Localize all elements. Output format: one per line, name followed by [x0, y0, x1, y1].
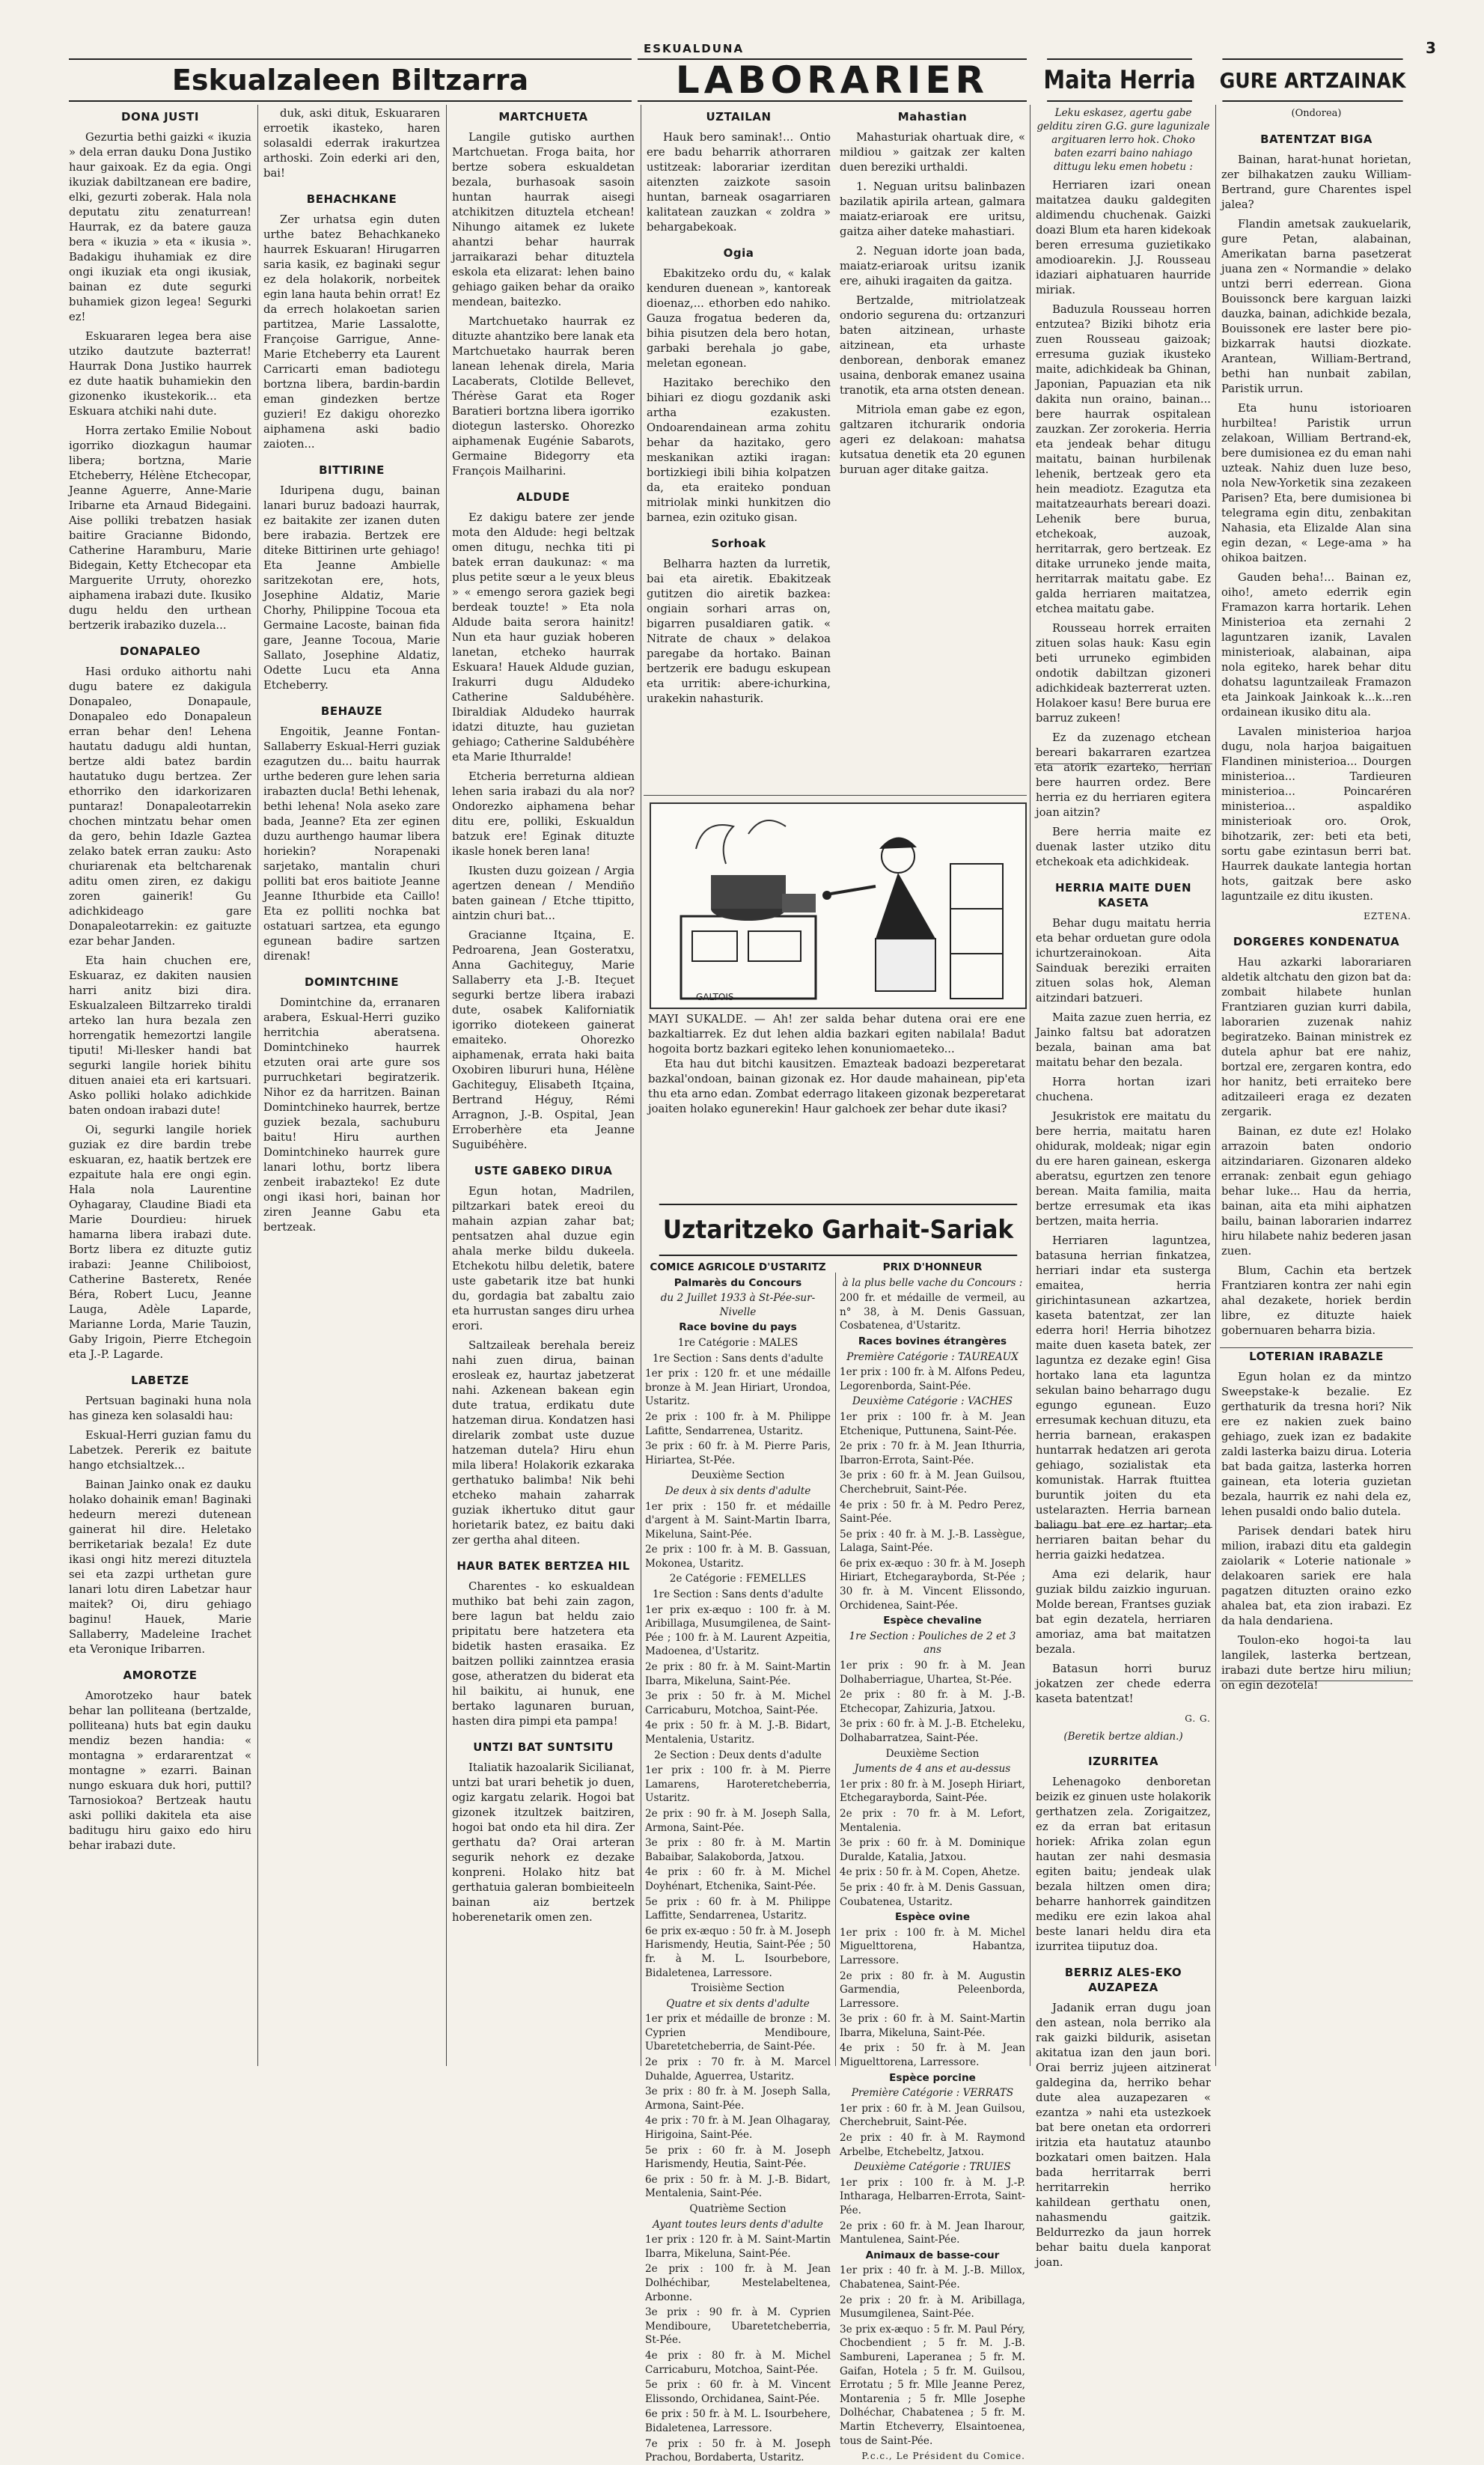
article-paragraph: Mitriola eman gabe ez egon, galtzaren itchurarik ondoria ageri ez delakoan: mahatsa kutsatua denetik eta 20 egunen buruan ager ditake gaitza. — [840, 403, 1025, 476]
palmares-entry: 1er prix : 120 fr. à M. Saint-Martin Ibarra, Mikeluna, Saint-Pée. — [645, 2234, 831, 2260]
palmares-subheading: Quatre et six dents d'adulte — [666, 1997, 810, 2010]
palmares-subheading: Ayant toutes leurs dents d'adulte — [653, 2218, 823, 2231]
article-paragraph: Egun hotan, Madrilen, piltzarkari batek ereoi du mahain azpian zahar bat; pentsatzen ahal duzue egin ahala merke bildu dukeela. Etchekotu hilbu deletik, batere uste gabetarik itze bat hunki du, gordagia bat zabaltu zaio eta hurrustan sanges diru urhea erori. — [452, 1185, 635, 1332]
palmares-heading: Espèce porcine — [889, 2071, 976, 2084]
palmares-subheading: Première Catégorie : VERRATS — [851, 2087, 1014, 2100]
article-paragraph: Italiatik hazoalarik Sicilianat, untzi bat urari behetik jo duen, ogiz kargatu zelarik. Hogoi bat gizonek itzultzek baitziren, hogoi bat ondo eta hil dira. Zer gerthatu da? Orai arteran segurik nehork ez dezake konpreni. Holako hitz bat gerthatuia galeran bombieiteeln bainan aiz bertzek hoberenetarik omen zen. — [452, 1761, 635, 1924]
article-heading: HERRIA MAITE DUEN KASETA — [1054, 881, 1192, 909]
palmares-entry: 5e prix : 60 fr. à M. Joseph Harismendy, Heutia, Saint-Pée. — [645, 2144, 831, 2171]
mahastian-heading: Mahastian — [897, 110, 968, 124]
article-paragraph: Gauden beha!... Bainan ez, oiho!, ameto ederrik egin Framazon karra hortarik. Lehen Ministerioa eta zernahi 2 laguntzaren izanik, Lavalen ministerioak, alabainan, aipa nola egiteko, harek behar ditu dohatsu laguntzaileak Framazon eta Jainkoak Jainkoak k...k...ren ordainean ikusiko ditu ala. — [1221, 571, 1411, 719]
article-paragraph: Herriaren izari onean maitatzea dauku galdegiten aldimendu chuchenak. Gaizki doazi Blum eta haren kidekoak beren erresuma guzietikako amodioarekin. J.J. Rousseau idaziari aiphatuaren haurride miriak. — [1036, 179, 1211, 296]
palmares-subheading: Troisième Section — [691, 1982, 785, 1995]
article-intro: Leku eskasez, agertu gabe gelditu ziren G.G. gure lagunizale argituaren lerro hok. Choko baten ezarri baino nahiago dittugu leku emen hobetu : — [1036, 107, 1210, 173]
article-paragraph: Gracianne Itçaina, E. Pedroarena, Jean Gosteratxu, Anna Gachiteguy, Marie Sallaberry eta J.-B. Iteçuet segurki bertze libera irabazi dute, osabek Kaliforniatik igorriko diotekeen gainerat emaiteko. Ohorezko aiphamenak, errata haki baita Oxobiren libururi huna, Hélène Gachiteguy, Elisabeth Itçaina, Bertrand Héguy, Rémi Arragnon, J.-B. Ospital, Jean Erroberhère eta Jeanne Suguibéhère. — [452, 929, 635, 1151]
palmares-heading: Espèce ovine — [894, 1911, 971, 1924]
sorhoak-heading: Sorhoak — [711, 537, 766, 550]
palmares-entry: 1er prix : 120 fr. et une médaille bronze à M. Jean Hiriart, Urondoa, Ustaritz. — [645, 1368, 831, 1408]
article-paragraph: Charentes - ko eskualdean muthiko bat behi zain zagon, bere lagun bat heldu zaio pripitatu bere hatzetera eta bidetik hasten erasaika. Ez baitzen polliki zainntzea erasia gose, atheratzen du biderat eta hil baikitu, ai hunuk, ene bertako lagunaren buruan, hasten dira pimpi eta pampa! — [452, 1580, 635, 1728]
palmares-entry: 1er prix : 150 fr. et médaille d'argent à M. Saint-Martin Ibarra, Mikeluna, Saint-Pée. — [645, 1500, 831, 1541]
article-heading: IZURRITEA — [1088, 1755, 1158, 1768]
article-paragraph: Jesukristok ere maitatu du bere herria, maitatu haren ohidurak, moldeak; nigar egin du ere haren gainean, eskerga aberatsu, egurtzen zen tenore berean. Maita familia, maita bertze erresumak eta ikas bertzen, maita herria. — [1036, 1110, 1211, 1228]
article-paragraph: Flandin ametsak zaukuelarik, gure Petan, alabainan, Amerikatan barna pasetzerat juana zen « Normandie » delako untzi berri ederrean. Giona Bouissonck bere karguan laizki dauzka, bainan, adichkide bezala, Bouissonek ere laster bere pio-bizkarrak hautsi diozkate. Arantean, William-Bertrand, bethi han nunbait zabilan, Paristik urrun. — [1221, 218, 1411, 395]
article-heading: UNTZI BAT SUNTSITU — [473, 1740, 614, 1754]
column-rule — [1215, 105, 1216, 2066]
article-paragraph: Blum, Cachin eta bertzek Frantziaren kontra zer nahi egin ahal dezakete, horiek berdin libre, ez dituzte haiek gobernuaren beharra bizia. — [1221, 1264, 1411, 1337]
palmares-heading: Palmarès du Concours — [674, 1276, 802, 1289]
article-paragraph: Hazitako berechiko den bihiari ez diogu gozdanik aski artha ezakusten. Ondoarendainean arma zohitu behar da hazitako, gero meskanikan aztiki iragan: bortizkiegi ibili bihia kolpatzen da, eta eraiteko ponduan mitriolak minki hunkitzen dio barnea, ezin ozituko gisan. — [647, 377, 831, 524]
palmares-entry: 2e prix : 90 fr. à M. Joseph Salla, Armona, Saint-Pée. — [645, 1807, 831, 1834]
palmares-entry: 3e prix : 90 fr. à M. Cyprien Mendiboure, Ubaretetcheberria, St-Pée. — [645, 2306, 831, 2347]
article-paragraph: Bainan, ez dute ez! Holako arrazoin baten ondorio aitzindariaren. Gizonaren aldeko erranak: zenbait egun gehiago behar luke... Hau da herria, bainan, aita eta mihi aiphatzen bailu, bainan laborarien indarrez hiru hilabete nahiz bederen jasan zuen. — [1221, 1125, 1411, 1258]
article-paragraph: Martchuetako haurrak ez dituzte ahantziko bere lanak eta Martchuetako haurrak beren lanean lehenak direla, Maria Lacaberats, Clotilde Bellevet, Thérèse Garat eta Roger Baratieri bortzna libera igorriko diotegun lastersko. Ohorezko aiphamenak Eugénie Sabarots, Germaine Bidegorry eta François Mailharini. — [452, 315, 635, 478]
article-paragraph: Bertzalde, mitriolatzeak ondorio segurena du: ortzanzuri baten aitzinean, urhaste aitzinean, eta urhaste denborean, denborak emanez usaina, denborak emanez usaina tranotik, eta arna otsten denean. — [840, 294, 1025, 397]
palmares-entry: 4e prix : 50 fr. à M. Copen, Ahetze. — [840, 1866, 1021, 1879]
palmares-subheading: à la plus belle vache du Concours : — [842, 1276, 1023, 1289]
article-paragraph: Horra hortan izari chuchena. — [1036, 1076, 1211, 1103]
article-paragraph: Bainan, harat-hunat horietan, zer bilhakatzen zauku William-Bertrand, gure Charentes ispel jalea? — [1221, 153, 1411, 211]
cartoon-caption — [648, 1012, 1025, 1192]
cartoon-caption-text-2: Eta hau dut bitchi kausitzen. Emazteak badoazi bezperetarat bazkal'ondoan, bainan gizonak ez. Hor daude mahainean, pip'eta thu eta arno edan. Zombat ederrago litakeen gizonak bezperetarat joaiten holako egunerekin! Haur galchoek zer behar dute ikasi? — [648, 1058, 1025, 1115]
palmares-heading: Races bovines étrangères — [858, 1335, 1007, 1347]
column-rule — [835, 1273, 836, 2066]
article-paragraph: Mahasturiak ohartuak dire, « mildiou » gaitzak zer kalten duen bereziki urthaldi. — [840, 131, 1025, 174]
article-paragraph: Ez da zuzenago etchean bereari bakarraren ezartzea eta atorik ezarteko, herrian bere haurren ordez. Bere herria ez du herriaren egitera joan aitzin? — [1036, 731, 1211, 819]
palmares-subheading: Deuxième Catégorie : VACHES — [852, 1395, 1013, 1408]
article-paragraph: 1. Neguan uritsu balinbazen bazilatik apirila artean, galmara maiatz-eriaroak ere uritsu, gaitza aiher dateke mahastiari. — [840, 180, 1025, 238]
cartoon-caption-text: MAYI SUKALDE. — Ah! zer salda behar dutena orai ere ene bazkaltiarrek. Ez dut lehen aldia bazkari egiten nabilala! Badut hogoita bortz bazkari egiteko lehen konuniomaeteko... — [648, 1013, 1025, 1055]
palmares-entry: 2e prix : 100 fr. à M. Philippe Lafitte, Sendarrenea, Ustaritz. — [645, 1410, 831, 1437]
palmares-entry: 3e prix : 50 fr. à M. Michel Carricaburu, Motchoa, Saint-Pée. — [645, 1690, 831, 1716]
palmares-entry: 3e prix : 80 fr. à M. Martin Babaibar, Salakoborda, Jatxou. — [645, 1837, 831, 1863]
palmares-entry: 3e prix : 60 fr. à M. Dominique Duralde, Katalia, Jatxou. — [840, 1837, 1025, 1863]
palmares-subheading: 1re Section : Pouliches de 2 et 3 ans — [849, 1630, 1016, 1657]
ogia-heading: Ogia — [723, 246, 754, 260]
cartoon-artist: GALTOIS — [696, 992, 734, 1002]
palmares-subheading: Juments de 4 ans et au-dessus — [854, 1763, 1011, 1776]
column-rule — [257, 105, 258, 2066]
palmares-entry: 2e prix : 60 fr. à M. Jean Iharour, Mantulenea, Saint-Pée. — [840, 2219, 1025, 2246]
palmares-heading: Espèce chevaline — [883, 1615, 982, 1627]
palmares-entry: 1er prix : 100 fr. à M. Michel Miguelttorena, Habantza, Larressore. — [840, 1926, 1025, 1966]
article-heading: LOTERIAN IRABAZLE — [1249, 1350, 1384, 1363]
palmares-entry: 3e prix : 60 fr. à M. J.-B. Etcheleku, Dolhabarratzea, Saint-Pée. — [840, 1718, 1025, 1744]
article-heading: AMOROTZE — [123, 1669, 198, 1682]
palmares-entry: 3e prix : 60 fr. à M. Pierre Paris, Hiriartea, St-Pée. — [645, 1440, 831, 1466]
article-paragraph: Hasi orduko aithortu nahi dugu batere ez dakigula Donapaleo, Donapaule, Donapaleo edo Donapaleun erran behar den! Lehena hautatu dadugu aldi huntan, bertze aldi batez bardin hautatuko dugu bertzea. Zer ethorriko den idarkorizaren puntaraz! Donapaleotarrekin chochen mintzatu behar omen da gero, behin Idazle Gaztea zelako batek erran zauku: Asto churiarenak eta beltcharenak aditu omen ziren, ez dakigu zoren gainerik! Gu adichkideago gare Donapaleotarrekin: ez gaituzte ezar behar Janden. — [69, 665, 251, 948]
uztaritzeko-title: Uztaritzeko Garhait-Sariak — [659, 1204, 1017, 1256]
palmares-entry: 2e prix : 80 fr. à M. Augustin Garmendia, Peleenborda, Larressore. — [840, 1969, 1025, 2010]
palmares-entry: 5e prix : 60 fr. à M. Philippe Laffitte, Sendarrenea, Ustaritz. — [645, 1895, 831, 1922]
palmares-entry: 2e prix : 70 fr. à M. Jean Ithurria, Ibarron-Errota, Saint-Pée. — [840, 1440, 1025, 1466]
article-paragraph: Iduripena dugu, bainan lanari buruz badoazi haurrak, ez baitakite zer izanen duten bere irabazia. Bertzek ere diteke Bittirinen urte gehiago! Eta Jeanne Ambielle saritzekotan ere, hots, Josephine Aldatiz, Marie Chorhy, Philippine Tocoua eta Germaine Lacoste, bainan fida gare, Jeanne Tocoua, Marie Sallato, Josephine Aldatiz, Odette Lucu eta Anna Etcheberry. — [263, 484, 440, 692]
column-1 — [69, 106, 251, 2068]
newspaper-name: ESKUALDUNA — [644, 42, 745, 55]
palmares-subheading: 2e Catégorie : FEMELLES — [669, 1573, 807, 1585]
palmares-heading: COMICE AGRICOLE D'USTARITZ — [650, 1261, 826, 1273]
running-head — [0, 39, 1484, 57]
article-paragraph: Behar dugu maitatu herria eta behar orduetan gure odola ichurtzerainokoan. Aita Sainduak bereziki erraiten zituen solas hok, Aleman aitzindari batzueri. — [1036, 917, 1211, 1005]
palmares-entry: 6e prix : 50 fr. à M. J.-B. Bidart, Mentalenia, Saint-Pée. — [645, 2173, 831, 2200]
article-paragraph: Ebakitzeko ordu du, « kalak kenduren duenean », kantoreak dioenaz,... ethorben edo nahiko. Gauza frogatua bederen da, bihia pisutzen dela bero hotan, garbaki berehala jo gabe, meletan egonean. — [647, 267, 831, 370]
article-subtitle: (Ondorea) — [1291, 108, 1342, 119]
article-paragraph: Eta hunu istorioaren hurbiltea! Paristik urrun zelakoan, William Bertrand-ek, bere dumisionea ez du eman nahi uzteak. Nahiz duen luze beso, nola New-Yorketik sina zezakeen Parisen? Eta, bere dumisionea bi telegrama egin ditu, zenbakitan Nahasia, eta Elizalde Alan sina egin dezan, « Lege-ama » ha ohikoa baitzen. — [1221, 402, 1411, 564]
palmares-entry: 4e prix : 50 fr. à M. J.-B. Bidart, Mentalenia, Ustaritz. — [645, 1719, 831, 1746]
palmares-entry: 2e prix : 80 fr. à M. J.-B. Etchecopar, Zahizuria, Jatxou. — [840, 1689, 1025, 1715]
palmares-entry: 3e prix : 80 fr. à M. Joseph Salla, Armona, Saint-Pée. — [645, 2085, 831, 2112]
palmares-subheading: Quatrième Section — [689, 2203, 787, 2215]
article-paragraph: Etcheria berreturna aldiean lehen saria irabazi du ala nor? Ondorezko aiphamena behar ditu ere, polliki, Eskualdun batzuk ere! Eginak dituzte ikasle honek beren lana! — [452, 770, 635, 858]
palmares-entry: 2e prix : 20 fr. à M. Aribillaga, Musumgilenea, Saint-Pée. — [840, 2294, 1025, 2321]
palmares-entry: 5e prix : 60 fr. à M. Vincent Elissondo, Orchidanea, Saint-Pée. — [645, 2379, 831, 2405]
article-heading: DORGERES KONDENATUA — [1233, 935, 1400, 948]
article-note: (Beretik bertze aldian.) — [1063, 1731, 1183, 1743]
palmares-entry: 2e prix : 40 fr. à M. Raymond Arbelbe, Etchebeltz, Jatxou. — [840, 2132, 1025, 2158]
article-paragraph: Parisek dendari batek hiru milion, irabazi ditu eta galdegin zaiolarik « Loterie nationale » delakoaren sariek ere hala pagatzen dituzten oraino ezko ahalea bat, eta zion irabazi. Ez da hala dendariena. — [1221, 1525, 1411, 1627]
palmares-subheading: P.c.c., Le Président du Comice. — [861, 2451, 1025, 2462]
palmares-entry: 1er prix : 40 fr. à M. J.-B. Millox, Chabatenea, Saint-Pée. — [840, 2264, 1025, 2291]
palmares-entry: 1er prix : 100 fr. à M. Pierre Lamarens, Haroteretcheberria, Ustaritz. — [645, 1764, 831, 1805]
palmares-entry: 6e prix : 50 fr. à M. L. Isourbehere, Bidaletenea, Larressore. — [645, 2408, 831, 2434]
palmares-entry: 3e prix ex-æquo : 5 fr. M. Paul Péry, Chocbendient ; 5 fr. M. J.-B. Sambureni, Laperanea ; 5 fr. M. Gaifan, Hotela ; 5 fr. M. Guilsou, Errotatu ; 5 fr. Mlle Jeanne Perez, Montarenia ; 5 fr. Mlle Josephe Dolhéchar, Chabatenea ; 5 fr. M. Martin Etcheverry, Elsaintoenea, tous de Saint-Pée. — [840, 2323, 1025, 2447]
article-paragraph: Hauk bero saminak!... Ontio ere badu beharrik athorraren ustitzeak: laborariar izerditan aitenzten zaizkote sasoin huntan, barneak osagarriaren kalitatean zauzkan « zoldra » behargabekoak. — [647, 131, 831, 234]
article-heading: HAUR BATEK BERTZEA HIL — [457, 1559, 630, 1573]
palmares-subheading: Première Catégorie : TAUREAUX — [846, 1350, 1019, 1363]
palmares-entry: 1er prix : 90 fr. à M. Jean Dolhaberriague, Uhartea, St-Pée. — [840, 1660, 1025, 1686]
article-paragraph: Oi, segurki langile horiek guziak ez dire bardin trebe eskuaran, ez, haatik bertzek ere ezpaitute hala ere ongi egin. Hala nola Laurentine Oyhagaray, Claudine Biadi eta Marie Dourdieu: hiruek hamarna libera irabazi dute. Bortz libera ez dituzte gutiz irabazi: Jeanne Chiliboiost, Catherine Basteretx, Renée Béra, Robert Lucu, Jeanne Lauga, Adèle Laparde, Marianne Lorda, Marie Tauzin, Gaby Irigoin, Pierre Etchegoin eta J.-P. Lagarde. — [69, 1124, 251, 1361]
article-paragraph: Belharra hazten da lurretik, bai eta airetik. Ebakitzeak gutitzen dio airetik bazkea: ongiain sorhari arras on, bigarren pusaldiaren gatik. « Nitrate de chaux » delakoa paregabe da hortako. Bainan bertzerik ere badugu eskupean eta urritik: abere-ichurkina, urakekin nahasturik. — [647, 558, 831, 705]
article-paragraph: Ikusten duzu goizean / Argia agertzen denean / Mendiño baten gainean / Etche ttipitto, aintzin churi bat... — [452, 865, 635, 922]
palmares-entry: 1er prix : 80 fr. à M. Joseph Hiriart, Etchegarayborda, Saint-Pée. — [840, 1778, 1025, 1805]
palmares-entry: 5e prix : 40 fr. à M. J.-B. Lassègue, Lalaga, Saint-Pée. — [840, 1528, 1025, 1555]
palmares-entry: 4e prix : 60 fr. à M. Michel Doyhénart, Etchenika, Saint-Pée. — [645, 1866, 831, 1892]
palmares-entry: 3e prix : 60 fr. à M. Saint-Martin Ibarra, Mikeluna, Saint-Pée. — [840, 2013, 1025, 2039]
palmares-entry: 4e prix : 80 fr. à M. Michel Carricaburu, Motchoa, Saint-Pée. — [645, 2349, 831, 2376]
palmares-entry: 2e prix : 70 fr. à M. Lefort, Mentalenia. — [840, 1807, 1025, 1834]
article-heading: USTE GABEKO DIRUA — [474, 1164, 613, 1177]
palmares-entry: 1er prix : 100 fr. à M. Jean Etchenique, Puttunena, Saint-Pée. — [840, 1410, 1025, 1437]
uztailan-heading: UZTAILAN — [706, 110, 772, 124]
palmares-subheading: 1re Section : Sans dents d'adulte — [652, 1352, 824, 1365]
palmares-entry: 1er prix ex-æquo : 100 fr. à M. Aribillaga, Musumgilenea, de Saint-Pée ; 100 fr. à M. Laurent Azpeitia, Madoenea, d'Ustaritz. — [645, 1603, 831, 1658]
article-heading: DONAPALEO — [120, 645, 201, 658]
palmares-entry: 2e prix : 100 fr. à M. Jean Dolhéchibar, Mestelabeltenea, Arbonne. — [645, 2263, 831, 2303]
article-paragraph: Langile gutisko aurthen Martchuetan. Froga baita, hor bertze sobera eskualdetan bezala, burhasoak sasoin huntan haurrak aisegi atchikitzen dituztela etchean! Nihungo aitamek ez lukete ahantzi behar haurrak jarraikarazi behar dituztela eskola eta elizarat: lehen baino gehiago gaiken behar da oraiko mendean, baitezko. — [452, 131, 635, 308]
mahastian-section — [840, 106, 1025, 792]
palmares-entry: 2e prix : 70 fr. à M. Marcel Duhalde, Aguerrea, Ustaritz. — [645, 2056, 831, 2082]
article-paragraph: Hau azkarki laborariaren aldetik altchatu den gizon bat da: zombait hilabete hunlan Frantziaren guzian kurri dabila, laborarien zuzenak nahiz begiratzeko. Bainan ministrek ez dutela aphur bat ere nahiz, bortzal ere, zergaren kontra, edo hor hanitz, beti erraiteko bere aditzaileeri eraga ez dezaten zergarik. — [1221, 956, 1411, 1118]
palmares-heading: PRIX D'HONNEUR — [882, 1261, 983, 1273]
article-signature: G. G. — [1185, 1713, 1211, 1724]
palmares-entry: 5e prix : 40 fr. à M. Denis Gassuan, Coubatenea, Ustaritz. — [840, 1881, 1025, 1908]
article-heading: MARTCHUETA — [498, 110, 588, 124]
kitchen-cartoon — [650, 802, 1027, 1009]
palmares-heading: Race bovine du pays — [679, 1321, 797, 1334]
column-rule — [446, 105, 447, 2066]
article-paragraph: Bainan Jainko onak ez dauku holako dohainik eman! Baginaki hedeurn merezi dutenean gainerat hil dire. Heletako berriketariak bezala! Ez dute ikasi ongi hitz merezi dituztela sei eta zazpi urthetan gure lanari lotu diren Labetzar haur maitek? Oi, diru gehiago baginu! Hauek, Marie Sallaberry, Madeleine Irachet eta Veronique Iribarren. — [69, 1478, 251, 1656]
article-paragraph: Ez dakigu batere zer jende mota den Aldude: hegi beltzak omen ditugu, nechka titi pi batek erran daukunaz: « ma plus petite sœur a le yeux bleus » « emengo serora gaziek begi berdeak touzte! » Eta nola Aldude baita serora hainitz! Nun eta haur guziak hoberen lanetan, etcheko haurrak Eskuara! Hauek Aldude guzian, Irakurri dugu Aldudeko Catherine Saldubéhère. Ibiraldiak Aldudeko haurrak idatzi dituzte, hau guzietan gehiago; Catherine Saldubéhère eta Marie Ithurralde! — [452, 511, 635, 764]
palmares-entry: 6e prix ex-æquo : 30 fr. à M. Joseph Hiriart, Etchegarayborda, St-Pée ; 30 fr. à M. Vincent Elissondo, Orchidenea, Saint-Pée. — [840, 1557, 1025, 1612]
masthead-laborarier: LABORARIER — [638, 58, 1027, 102]
article-paragraph: Herriaren laguntzea, batasuna herrian finkatzea, herriari indar eta susterga emaitea, herria girichintasunean azkartzea, kaseta batentzat, zer lan ederra hori! Herria bihotzez maite duen kaseta batek, zer laguntza ez dezake egin! Gisa hortako lana eta laguntza sekulan baino beharrago dugu egungo egunean. Euzo erresumak kechuan dituzu, eta herria barnean, erakaspen huntarrak hedatzen ari gerota gehiago, sozialistak eta komunistak. Harrak ftuittea buruntik joiten du eta ustelarazten. Herria barnean baliagu bat ere ez hartar; eta herriaren baitan behar du herria gaizki hedatzea. — [1036, 1234, 1211, 1561]
palmares-subheading: 1re Catégorie : MALES — [677, 1336, 799, 1349]
article-paragraph: Horra zertako Emilie Nobout igorriko diozkagun haumar libera; bortzna, Marie Etcheberry, Hélène Etchecopar, Jeanne Aguerre, Anne-Marie Iribarne eta Arnaud Bidegaini. Aise polliki trebatzen hasiak baitire Gracianne Bidondo, Catherine Haramburu, Marie Bidegain, Ketty Etchecopar eta Marguerite Urruty, ohorezko aiphamena irabazi dute. Ikusiko dugu heldu den urthean bertzerik irabaziko duzela... — [69, 424, 251, 632]
palmares-subheading: du 2 Juillet 1933 à St-Pée-sur-Nivelle — [660, 1292, 816, 1318]
palmares-subheading: Deuxième Section — [885, 1747, 980, 1760]
palmares-subheading: 2e Section : Deux dents d'adulte — [654, 1749, 822, 1761]
article-paragraph: Ama ezi delarik, haur guziak bildu zaizkio inguruan. Molde berean, Frantses guziak bat egin dezatela, herriaren amoriaz, ama bat maitatzen bezala. — [1036, 1568, 1211, 1656]
article-paragraph: Lehenagoko denboretan beizik ez ginuen uste holakorik gerthatzen zela. Zorigaitzez, ez da erran bat eritasun horiek: Afrika zolan egun hautan zer nahi desmasia egiten baitu; jendeak ulak bezala hiltzen omen dira; beharre hanhorrek gainditzen mediku ere ezin lakoa ahal beste lanari heldu dira eta izurritea tiiputuz doa. — [1036, 1776, 1211, 1953]
article-paragraph: Gezurtia bethi gaizki « ikuzia » dela erran dauku Dona Justiko haur gaixoak. Ez da egia. Ongi ikuziak dabiltzanean ere badire, elki, gezurti zoberak. Hala nola deputatu zitu zenaturrean! Haurrak, ez da batere gauza bera « ikuzia » eta « ikusia ». Badakigu ihuhamiak ez dire ongi ikuziak eta ongi ikusiak, bainan ez dute segurki buhamiek gizon legea! Segurki ez! — [69, 131, 251, 323]
article-heading: DONA JUSTI — [121, 110, 199, 124]
article-paragraph: Eskual-Herri guzian famu du Labetzek. Pererik ez baitute hango etchsialtzek... — [69, 1429, 251, 1472]
palmares-subheading: Deuxième Section — [691, 1469, 785, 1482]
palmares-entry: 1er prix et médaille de bronze : M. Cyprien Mendiboure, Ubaretetcheberria, de Saint-Pée. — [645, 2013, 831, 2053]
article-paragraph: Engoitik, Jeanne Fontan-Sallaberry Eskual-Herri guziak ezagutzen du... baitu haurrak urthe bederen gure lehen saria irabazten ducla! Bethi lehenak, bethi lehena! Nola aseko zare bada, Jeanne? Eta zer eginen duzu aurthengo haumar libera horiekin? Norapenaki sarjetako, mantalin churi polliti bat eros baitiote Jeanne Jeanne Ithurbide eta Caillo! Eta ez polliti nochka bat ostatuari sartzea, eta egungo egunean badire sartzen direnak! — [263, 725, 440, 963]
article-heading: BATENTZAT BIGA — [1260, 132, 1372, 146]
cartoon-illustration — [651, 804, 1025, 1008]
article-paragraph: 2. Neguan idorte joan bada, maiatz-eriaroak uritsu izanik ere, aihuki iragaiten da gaitza. — [840, 245, 1025, 287]
palmares-entry: 4e prix : 50 fr. à M. Jean Miguelttorena, Larressore. — [840, 2042, 1025, 2069]
article-heading: DOMINTCHINE — [305, 975, 399, 989]
article-paragraph: Saltzaileak berehala bereiz nahi zuen dirua, bainan erosleak ez, haurtaz jabetzerat nahi. Azkenean bakean egin dute tratua, erdikatu dute hatzeman dirua. Kondatzen hasi direlarik zombat uste duzue hatzeman dutela? Hiru ehun mila libera! Holakorik ezkaraka gerthatuko balimba! Nik behi etcheko mahain zaharrak guziak ikhertuko ditut gaur horietarik batez, ez baitu daki zer gertha ahal diteen. — [452, 1339, 635, 1547]
palmares-subheading: Deuxième Catégorie : TRUIES — [854, 2161, 1011, 2174]
article-heading: ALDUDE — [516, 490, 570, 504]
article-heading: LABETZE — [131, 1374, 189, 1387]
masthead-eskualzaleen: Eskualzaleen Biltzarra — [69, 58, 632, 102]
palmares-heading: Animaux de basse-cour — [865, 2249, 1000, 2261]
article-paragraph: Baduzula Rousseau horren entzutea? Biziki bihotz eria zuen Rousseau gaizoak; erresuma guziak ikusteko maite, adichkideak ba Ghinan, Japonian, Papuazian eta nik dakita nun oraino, bainan... bere haurrak ospitalean zauzkan. Zer zorokeria. Herria eta jendeak behar ditugu maitatu, bainan hurbilenak lehenik, bertzeak gero eta hein meadiotz. Ezagutza eta maitatzeaurhats bereari doazi. Lehenik bere burua, etchekoak, auzoak, herritarrak, gero bertzeak. Ez ditake urruneko jende maita, herritarrak maitatu gabe. Ez galda herriaren maitatzea, etchea maitatu gabe. — [1036, 303, 1211, 615]
section-rule — [644, 795, 1027, 796]
palmares-entry: 4e prix : 70 fr. à M. Jean Olhagaray, Hirigoina, Saint-Pée. — [645, 2115, 831, 2142]
article-paragraph: Maita zazue zuen herria, ez Jainko faltsu bat adoratzen bezala, bainan ama bat maitatu behar den bezala. — [1036, 1011, 1211, 1069]
article-paragraph: Rousseau horrek erraiten zituen solas hauk: Kasu egin beti urruneko egimbiden ondotik dabiltzan gizoneri adichkideak bazterrerat uzten. Holakoer kasu! Bere burua ere barruz zukeen! — [1036, 622, 1211, 725]
article-paragraph: Bere herria maite ez duenak laster utziko ditu etchekoak eta adichkideak. — [1036, 826, 1211, 868]
palmares-entry: 4e prix : 50 fr. à M. Pedro Perez, Saint-Pée. — [840, 1499, 1025, 1526]
article-paragraph: Eta hain chuchen ere, Eskuaraz, ez dakiten nausien harri anitz bizi dira. Eskualzaleen Biltzarreko tiraldi arteko lan hura bezala zen horrengatik hemezortzi langile tiputi! Mi-llesker handi bat segurki langile horiek bihitu dituen anaiei eta eri kartsuari. Asko polliki holako adichkide baten ondoan irabazi dute! — [69, 954, 251, 1117]
article-paragraph: Zer urhatsa egin duten urthe batez Behachkaneko haurrek Eskuaran! Hirugarren saria kasik, ez baginaki segur ez dela holakorik, norbeitek egin lana hauta behin orrat! Ez da errech holakoetan sarien partitzea, Marie Lassalotte, Françoise Garrigue, Anne-Marie Etcheberry eta Laurent Carricarti eman badiotegu bortzna libera, bardin-bardin eman gindezken bertze guzieri! Ez dakigu ohorezko aiphamena aski badio zaioten... — [263, 213, 440, 451]
palmares-entry: 3e prix : 60 fr. à M. Jean Guilsou, Cherchebruit, Saint-Pée. — [840, 1469, 1025, 1496]
palmares-entry: 1er prix : 100 fr. à M. Alfons Pedeu, Legorenborda, Saint-Pée. — [840, 1366, 1025, 1392]
article-heading: BERRIZ ALES-EKO AUZAPEZA — [1064, 1966, 1182, 1994]
article-paragraph: Egun holan ez da mintzo Sweepstake-k bezalie. Ez gerthaturik da tresna hori? Nik ere ez nakien zuek baino gehiago, zuek izan ez badakite zaldi lasterka baizu dirua. Loteria bat bada gaitza, lasterka horren gainean, eta loteria guzietan bezala, haurrik ez nahi dela ez, lehen pusaldi ondo balio dutela. — [1221, 1371, 1411, 1518]
article-heading: BITTIRINE — [319, 463, 385, 477]
article-paragraph: Lavalen ministerioa harjoa dugu, nola harjoa baigaituen Flandinen ministerioa... Dourgen ministerioa... Tardieuren ministerioa... Poincaréren ministerioa... aspaldiko ministerioak oro. Orok, bihotzarik, zer: beti eta beti, sortu gabe ezintasun berri bat. Haurrek daukate lantegia hortan hots, gaitzak bere asko laguntzaile ez ditu ikusten. — [1221, 725, 1411, 903]
palmares-entry: 1er prix : 100 fr. à M. J.-P. Intharaga, Helbarren-Errota, Saint-Pée. — [840, 2176, 1025, 2216]
palmares-entry: 2e prix : 100 fr. à M. B. Gassuan, Mokonea, Ustaritz. — [645, 1544, 831, 1570]
column-6 — [1221, 106, 1411, 2068]
comice-palmares-left — [645, 1261, 831, 2464]
article-paragraph: Pertsuan baginaki huna nola has gineza ken solasaldi hau: — [69, 1395, 251, 1422]
article-signature: EZTENA. — [1364, 911, 1411, 921]
column-5 — [1036, 106, 1211, 2269]
comice-palmares-right — [840, 1261, 1025, 2462]
article-paragraph: Batasun horri buruz jokatzen zer chede ederra kaseta batentzat! — [1036, 1663, 1211, 1705]
page-number: 3 — [1426, 39, 1436, 57]
palmares-entry: 2e prix : 80 fr. à M. Saint-Martin Ibarra, Mikeluna, Saint-Pée. — [645, 1661, 831, 1687]
masthead-gure-artzainak: GURE ARTZAINAK — [1222, 58, 1402, 102]
column-3 — [452, 106, 635, 2068]
palmares-entry: 7e prix : 50 fr. à M. Joseph Prachou, Bordaberta, Ustaritz. — [645, 2437, 831, 2464]
uztailan-section — [647, 106, 831, 792]
palmares-subheading: 1re Section : Sans dents d'adulte — [652, 1588, 824, 1601]
palmares-entry: 1er prix : 60 fr. à M. Jean Guilsou, Cherchebruit, Saint-Pée. — [840, 2102, 1025, 2129]
palmares-entry: 6e prix ex-æquo : 50 fr. à M. Joseph Harismendy, Heutia, Saint-Pée ; 50 fr. à M. L. Isourbebore, Bidaletenea, Larressore. — [645, 1925, 831, 1979]
article-paragraph: Eskuararen legea bera aise utziko dautzute bazterrat! Haurrak Dona Justiko haurrek ez dute haatik buhamiekin den gizonenko ikustekorik... eta Eskuara atchiki nahi dute. — [69, 330, 251, 418]
palmares-subheading: De deux à six dents d'adulte — [665, 1484, 811, 1497]
column-2 — [263, 106, 440, 2068]
article-paragraph: duk, aski dituk, Eskuararen erroetik ikasteko, haren solasaldi ederrak irakurtzea arthoski. Zoin ederki ari den, bai! — [263, 107, 440, 180]
article-paragraph: Jadanik erran dugu joan den astean, nola berriko ala rak gaizki bildurik, asisetan akitatua izan den jaun bori. Orai berriz jujeen aitzinerat galdegina da, herriko behar dute alea auzapezaren « ezantza » nahi eta ustezkoek bat bere onetan eta ordorreri iritzia eta hautatuz ataunbo bozkatari omen baitzen. Hala bada herritarrak berri herritarrekin herriko kahildean gerthatu onen, nahasmendu gaitzik. Beldurrezko da jaun horrek behar baitu duela kanporat joan. — [1036, 2002, 1211, 2269]
masthead-maita-herria: Maita Herria — [1047, 58, 1192, 102]
article-heading: BEHACHKANE — [306, 192, 397, 206]
article-paragraph: Amorotzeko haur batek behar lan polliteana (bertzalde, polliteana) huts bat egin dauku mendiz bezen handia: « montagna » erdararentzat « montagne » ezarri. Bainan nungo eskuara duk hori, puttil? Tarnosiokoa? Bertzeak hautu aski polliki dakitela eta aise baditugu hiru gaixo edo hiru behar irabazi dute. — [69, 1689, 251, 1852]
article-paragraph: Domintchine da, erranaren arabera, Eskual-Herri guziko herritchia aberatsena. Domintchineko haurrek etzuten orai arte gure sos purruchketari begiratzerik. Nihor ez da harritzen. Bainan Domintchineko haurrek, bertze guziek bezala, sachuburu baitu! Hiru aurthen Domintchineko haurrek gure lanari lothu, bortz libera zenbeit irabazteko! Ez dute ongi ikasi hori, bainan hor ziren Jeanne Gabu eta bertzeak. — [263, 996, 440, 1234]
palmares-entry: 200 fr. et médaille de vermeil, au n° 38, à M. Denis Gassuan, Cosbatenea, d'Ustaritz. — [840, 1292, 1025, 1332]
article-paragraph: Toulon-eko hogoi-ta lau langilek, lasterka bertzean, irabazi dute bertze hiru miliun; on egin dezotela! — [1221, 1634, 1411, 1692]
article-heading: BEHAUZE — [320, 704, 383, 718]
